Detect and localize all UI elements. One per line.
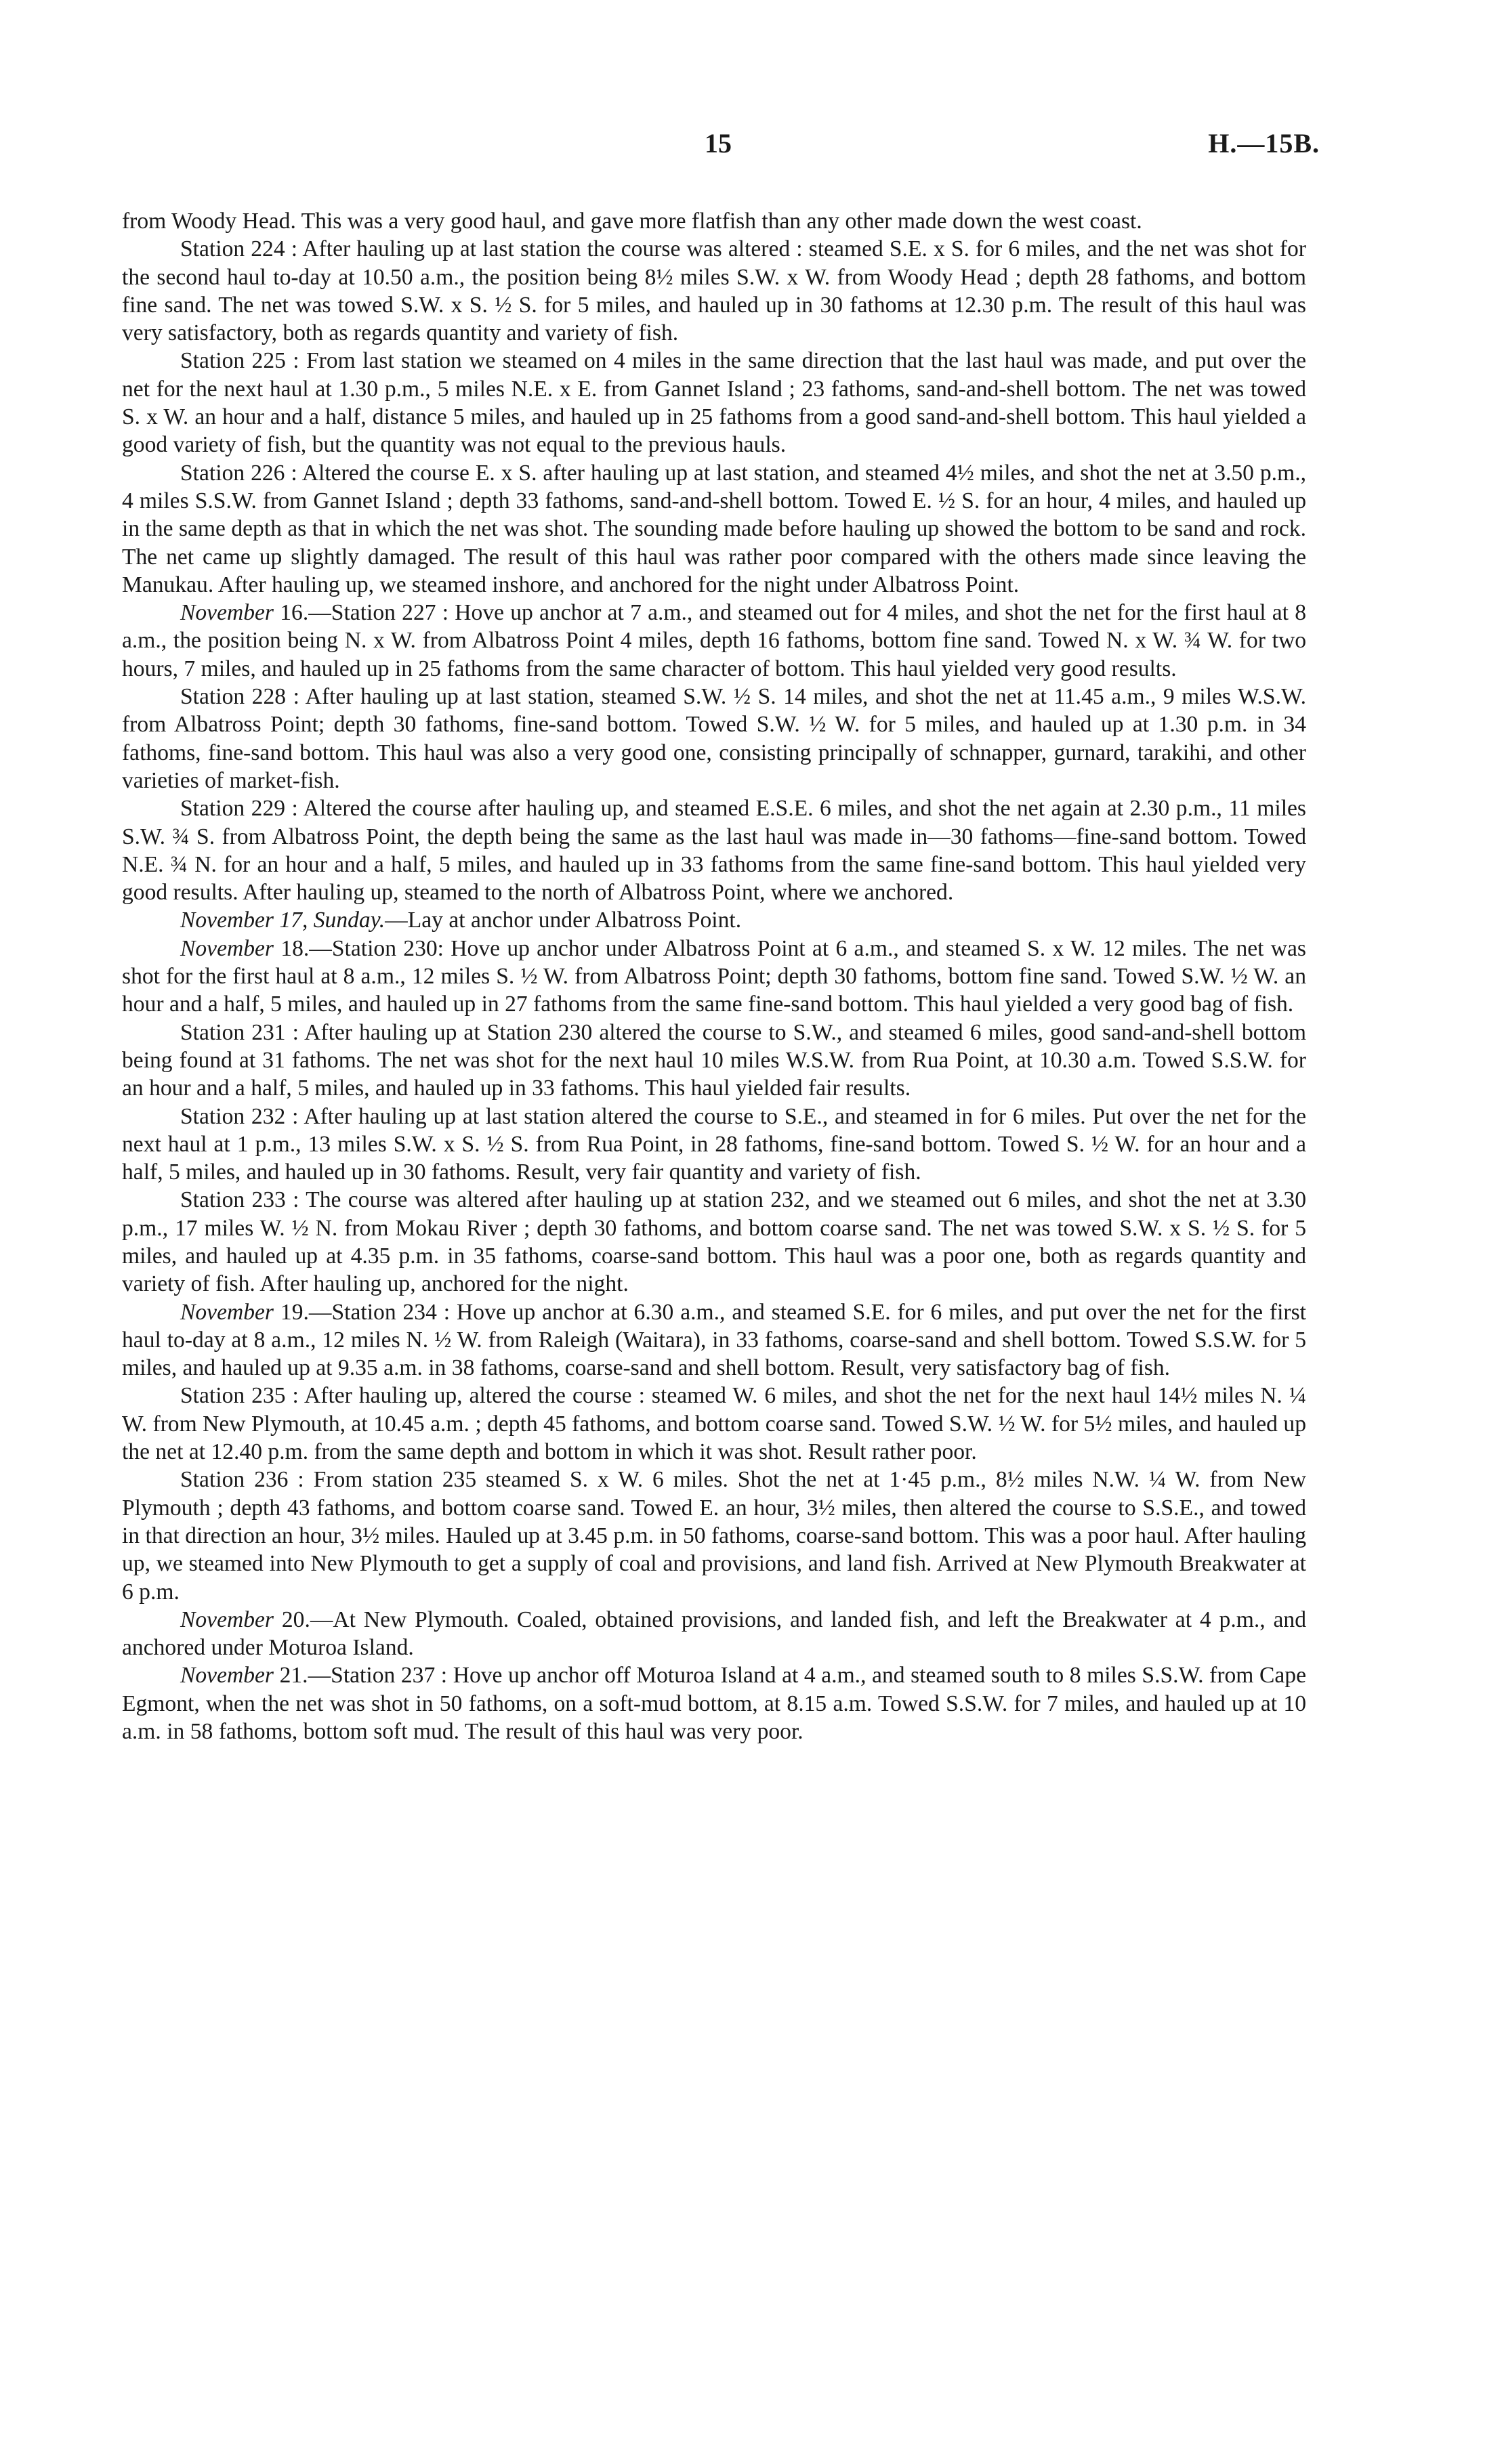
paragraph: Station 236 : From station 235 steamed S. x W. 6 miles. Shot the net at 1·45 p.m., 8½ miles N.W. ¼ W. from New Plymouth ; depth 43 fathoms, and bottom coarse sand. Towed E. an hour, 3½ miles, then altered the course to S.S.E., and towed in that direction an hour, 3½ miles. Hauled up at 3.45 p.m. in 50 fathoms, coarse-sand bottom. This was a poor haul. After hauling up, we steamed into New Plymouth to get a supply of coal and provisions, and land fish. Arrived at New Plymouth Breakwater at 6 p.m. — [122, 1467, 1306, 1605]
date-lead: November — [180, 600, 274, 626]
paragraph: November 21.—Station 237 : Hove up anchor off Moturoa Island at 4 a.m., and steamed south to 8 miles S.S.W. from Cape Egmont, when the net was shot in 50 fathoms, on a soft-mud bottom, at 8.15 a.m. Towed S.S.W. for 7 miles, and hauled up at 10 a.m. in 58 fathoms, bottom soft mud. The result of this haul was very poor. — [122, 1663, 1306, 1745]
paragraph: November 17, Sunday.—Lay at anchor under Albatross Point. — [180, 908, 742, 933]
body-text — [122, 207, 1306, 1745]
paragraph: Station 229 : Altered the course after hauling up, and steamed E.S.E. 6 miles, and shot the net again at 2.30 p.m., 11 miles S.W. ¾ S. from Albatross Point, the depth being the same as the last haul was made in—30 fathoms—fine-sand bottom. Towed N.E. ¾ N. for an hour and a half, 5 miles, and hauled up in 33 fathoms from the same fine-sand bottom. This haul yielded very good results. After hauling up, steamed to the north of Albatross Point, where we anchored. — [122, 796, 1306, 906]
paragraph: Station 228 : After hauling up at last station, steamed S.W. ½ S. 14 miles, and shot the net at 11.45 a.m., 9 miles W.S.W. from Albatross Point; depth 30 fathoms, fine-sand bottom. Towed S.W. ½ W. for 5 miles, and hauled up at 1.30 p.m. in 34 fathoms, fine-sand bottom. This haul was also a very good one, consisting principally of schnapper, gurnard, tarakihi, and other varieties of market-fish. — [122, 684, 1306, 793]
paragraph: Station 235 : After hauling up, altered the course : steamed W. 6 miles, and shot the net for the next haul 14½ miles N. ¼ W. from New Plymouth, at 10.45 a.m. ; depth 45 fathoms, and bottom coarse sand. Towed S.W. ½ W. for 5½ miles, and hauled up the net at 12.40 p.m. from the same depth and bottom in which it was shot. Result rather poor. — [122, 1383, 1306, 1465]
document-reference: H.—15B. — [1208, 128, 1320, 158]
paragraph: November 16.—Station 227 : Hove up anchor at 7 a.m., and steamed out for 4 miles, and shot the net for the first haul at 8 a.m., the position being N. x W. from Albatross Point 4 miles, depth 16 fathoms, bottom fine sand. Towed N. x W. ¾ W. for two hours, 7 miles, and hauled up in 25 fathoms from the same character of bottom. This haul yielded very good results. — [122, 600, 1306, 681]
date-lead: November — [180, 1299, 274, 1325]
page-number: 15 — [705, 128, 732, 158]
date-lead: November — [180, 1663, 274, 1688]
paragraph: Station 233 : The course was altered after hauling up at station 232, and we steamed out 6 miles, and shot the net at 3.30 p.m., 17 miles W. ½ N. from Mokau River ; depth 30 fathoms, and bottom coarse sand. The net was towed S.W. x S. ½ S. for 5 miles, and hauled up at 4.35 p.m. in 35 fathoms, coarse-sand bottom. This haul was a poor one, both as regards quantity and variety of fish. After hauling up, anchored for the night. — [122, 1187, 1306, 1297]
paragraph: Station 226 : Altered the course E. x S. after hauling up at last station, and steamed 4½ miles, and shot the net at 3.50 p.m., 4 miles S.S.W. from Gannet Island ; depth 33 fathoms, sand-and-shell bottom. Towed E. ½ S. for an hour, 4 miles, and hauled up in the same depth as that in which the net was shot. The sounding made before hauling up showed the bottom to be sand and rock. The net came up slightly damaged. The result of this haul was rather poor compared with the others made since leaving the Manukau. After hauling up, we steamed inshore, and anchored for the night under Albatross Point. — [122, 460, 1306, 597]
paragraph: from Woody Head. This was a very good haul, and gave more flatfish than any other made down the west coast. — [122, 209, 1142, 234]
paragraph: November 18.—Station 230: Hove up anchor under Albatross Point at 6 a.m., and steamed S. x W. 12 miles. The net was shot for the first haul at 8 a.m., 12 miles S. ½ W. from Albatross Point; depth 30 fathoms, bottom fine sand. Towed S.W. ½ W. an hour and a half, 5 miles, and hauled up in 27 fathoms from the same fine-sand bottom. This haul yielded a very good bag of fish. — [122, 935, 1306, 1017]
paragraph: November 20.—At New Plymouth. Coaled, obtained provisions, and landed fish, and left the Breakwater at 4 p.m., and anchored under Moturoa Island. — [122, 1607, 1306, 1661]
paragraph: Station 231 : After hauling up at Station 230 altered the course to S.W., and steamed 6 miles, good sand-and-shell bottom being found at 31 fathoms. The net was shot for the next haul 10 miles W.S.W. from Rua Point, at 10.30 a.m. Towed S.S.W. for an hour and a half, 5 miles, and hauled up in 33 fathoms. This haul yielded fair results. — [122, 1019, 1306, 1101]
paragraph: Station 232 : After hauling up at last station altered the course to S.E., and steamed in for 6 miles. Put over the net for the next haul at 1 p.m., 13 miles S.W. x S. ½ S. from Rua Point, in 28 fathoms, fine-sand bottom. Towed S. ½ W. for an hour and a half, 5 miles, and hauled up in 30 fathoms. Result, very fair quantity and variety of fish. — [122, 1103, 1306, 1185]
date-lead: November 17, Sunday. — [180, 908, 385, 933]
paragraph: November 19.—Station 234 : Hove up anchor at 6.30 a.m., and steamed S.E. for 6 miles, and put over the net for the first haul to-day at 8 a.m., 12 miles N. ½ W. from Raleigh (Waitara), in 33 fathoms, coarse-sand and shell bottom. Towed S.S.W. for 5 miles, and hauled up at 9.35 a.m. in 38 fathoms, coarse-sand and shell bottom. Result, very satisfactory bag of fish. — [122, 1299, 1306, 1381]
date-lead: November — [180, 935, 274, 961]
paragraph: Station 225 : From last station we steamed on 4 miles in the same direction that the last haul was made, and put over the net for the next haul at 1.30 p.m., 5 miles N.E. x E. from Gannet Island ; 23 fathoms, sand-and-shell bottom. The net was towed S. x W. an hour and a half, distance 5 miles, and hauled up in 25 fathoms from a good sand-and-shell bottom. This haul yielded a good variety of fish, but the quantity was not equal to the previous hauls. — [122, 348, 1306, 458]
date-lead: November — [180, 1607, 274, 1632]
paragraph: Station 224 : After hauling up at last station the course was altered : steamed S.E. x S. for 6 miles, and the net was shot for the second haul to-day at 10.50 a.m., the position being 8½ miles S.W. x W. from Woody Head ; depth 28 fathoms, and bottom fine sand. The net was towed S.W. x S. ½ S. for 5 miles, and hauled up in 30 fathoms at 12.30 p.m. The result of this haul was very satisfactory, both as regards quantity and variety of fish. — [122, 236, 1306, 346]
